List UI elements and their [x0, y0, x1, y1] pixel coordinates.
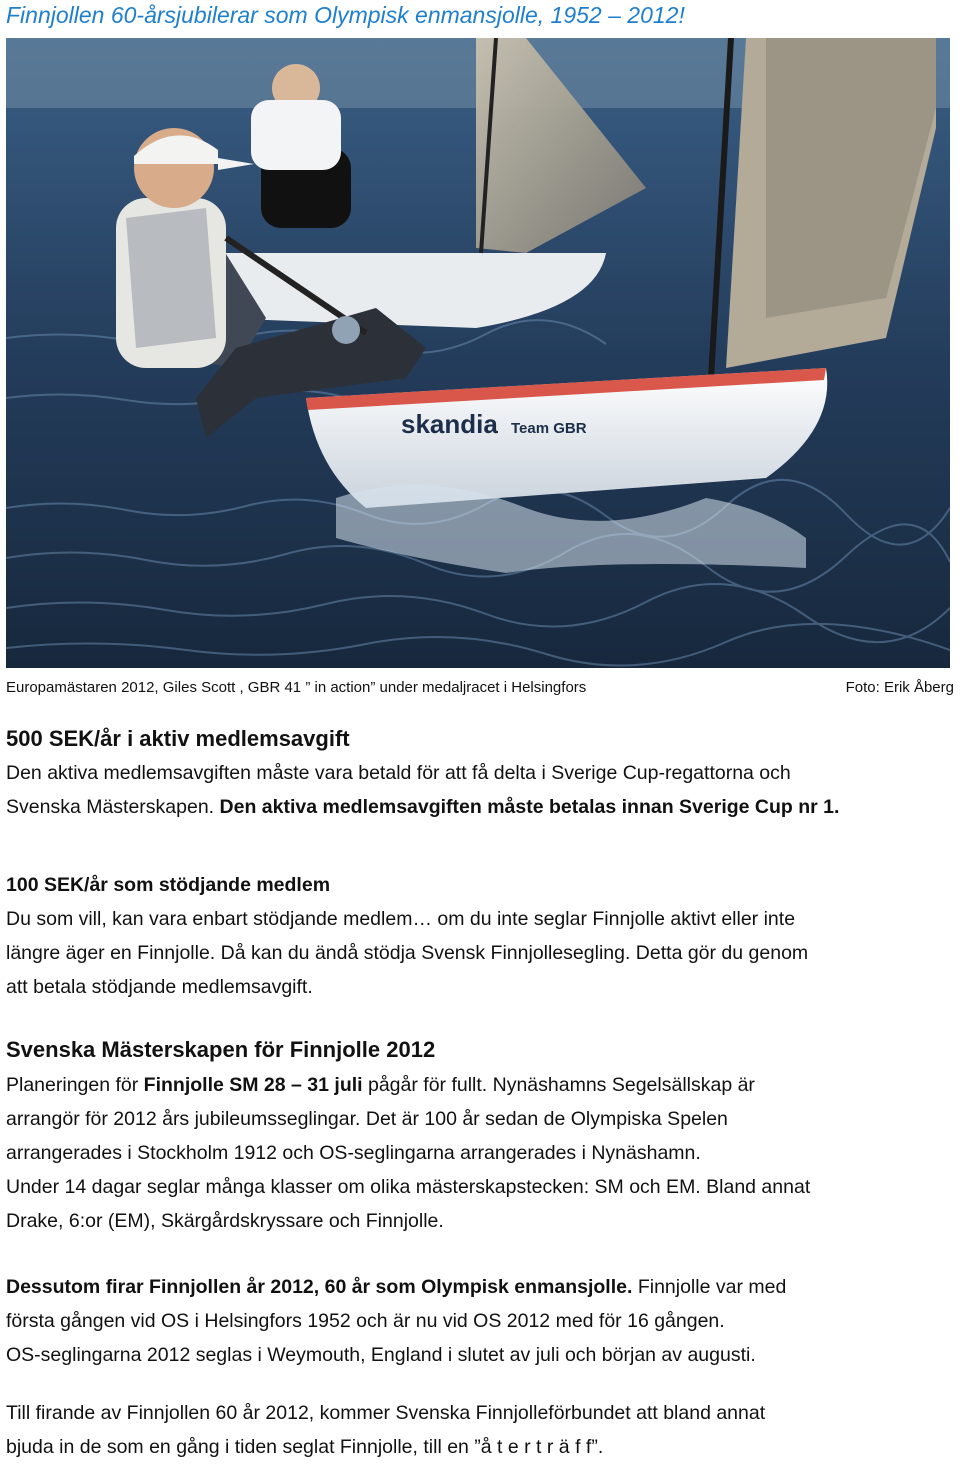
paragraph-line: Till firande av Finnjollen 60 år 2012, kommer Svenska Finnjolleförbundet att bland annat — [6, 1402, 766, 1424]
section-supporting-membership — [6, 868, 954, 1004]
paragraph-line — [6, 790, 954, 824]
hull-sponsor-text: skandia — [401, 409, 498, 439]
photo-credit: Foto: Erik Åberg — [845, 679, 954, 696]
bold-text-span: Finnjolle SM 28 – 31 juli — [143, 1074, 363, 1096]
paragraph-line: Du som vill, kan vara enbart stödjande medlem… om du inte seglar Finnjolle aktivt eller inte — [6, 908, 796, 930]
bold-text-span: Den aktiva medlemsavgiften måste betalas innan Sverige Cup nr 1. — [219, 796, 840, 818]
section-olympic-jubilee — [6, 1270, 954, 1372]
paragraph-line: Den aktiva medlemsavgiften måste vara betald för att få delta i Sverige Cup-regattorna och — [6, 762, 791, 784]
paragraph-line: Drake, 6:or (EM), Skärgårdskryssare och Finnjolle. — [6, 1210, 444, 1232]
hull-team-text: Team GBR — [511, 420, 587, 437]
paragraph-line: OS-seglingarna 2012 seglas i Weymouth, England i slutet av juli och början av augusti. — [6, 1344, 756, 1366]
section-heading: 100 SEK/år som stödjande medlem — [6, 874, 331, 896]
section-sm-2012 — [6, 1032, 954, 1238]
text-span: Svenska Mästerskapen. — [6, 796, 220, 818]
sailing-photo — [6, 38, 950, 668]
paragraph-line: arrangör för 2012 års jubileumsseglingar. Det är 100 år sedan de Olympiska Spelen — [6, 1108, 728, 1130]
finn-dinghy-illustration — [6, 38, 950, 668]
text-span: Planeringen för — [6, 1074, 144, 1096]
paragraph-line — [6, 1270, 954, 1304]
text-span: pågår för fullt. Nynäshamns Segelsällskap är — [362, 1074, 755, 1096]
section-heading: 500 SEK/år i aktiv medlemsavgift — [6, 726, 350, 751]
paragraph-line: att betala stödjande medlemsavgift. — [6, 976, 313, 998]
paragraph-line: första gången vid OS i Helsingfors 1952 och är nu vid OS 2012 med för 16 gången. — [6, 1310, 725, 1332]
paragraph-line — [6, 1068, 954, 1102]
bold-text-span: Dessutom firar Finnjollen år 2012, 60 år som Olympisk enmansjolle. — [6, 1276, 633, 1298]
paragraph-line: arrangerades i Stockholm 1912 och OS-seglingarna arrangerades i Nynäshamn. — [6, 1142, 701, 1164]
paragraph-line: bjuda in de som en gång i tiden seglat Finnjolle, till en ”å t e r t r ä f f”. — [6, 1436, 604, 1458]
caption-text: Europamästaren 2012, Giles Scott , GBR 41 ” in action” under medaljracet i Helsingfors — [6, 679, 587, 696]
paragraph-line: längre äger en Finnjolle. Då kan du ändå stödja Svensk Finnjollesegling. Detta gör du genom — [6, 942, 809, 964]
text-span: Finnjolle var med — [632, 1276, 787, 1298]
paragraph-line: Under 14 dagar seglar många klasser om olika mästerskapstecken: SM och EM. Bland annat — [6, 1176, 811, 1198]
section-heading: Svenska Mästerskapen för Finnjolle 2012 — [6, 1037, 436, 1062]
section-active-membership — [6, 722, 954, 824]
page-title: Finnjollen 60-årsjubilerar som Olympisk enmansjolle, 1952 – 2012! — [6, 2, 685, 28]
section-reunion — [6, 1396, 954, 1464]
photo-caption — [6, 677, 954, 699]
